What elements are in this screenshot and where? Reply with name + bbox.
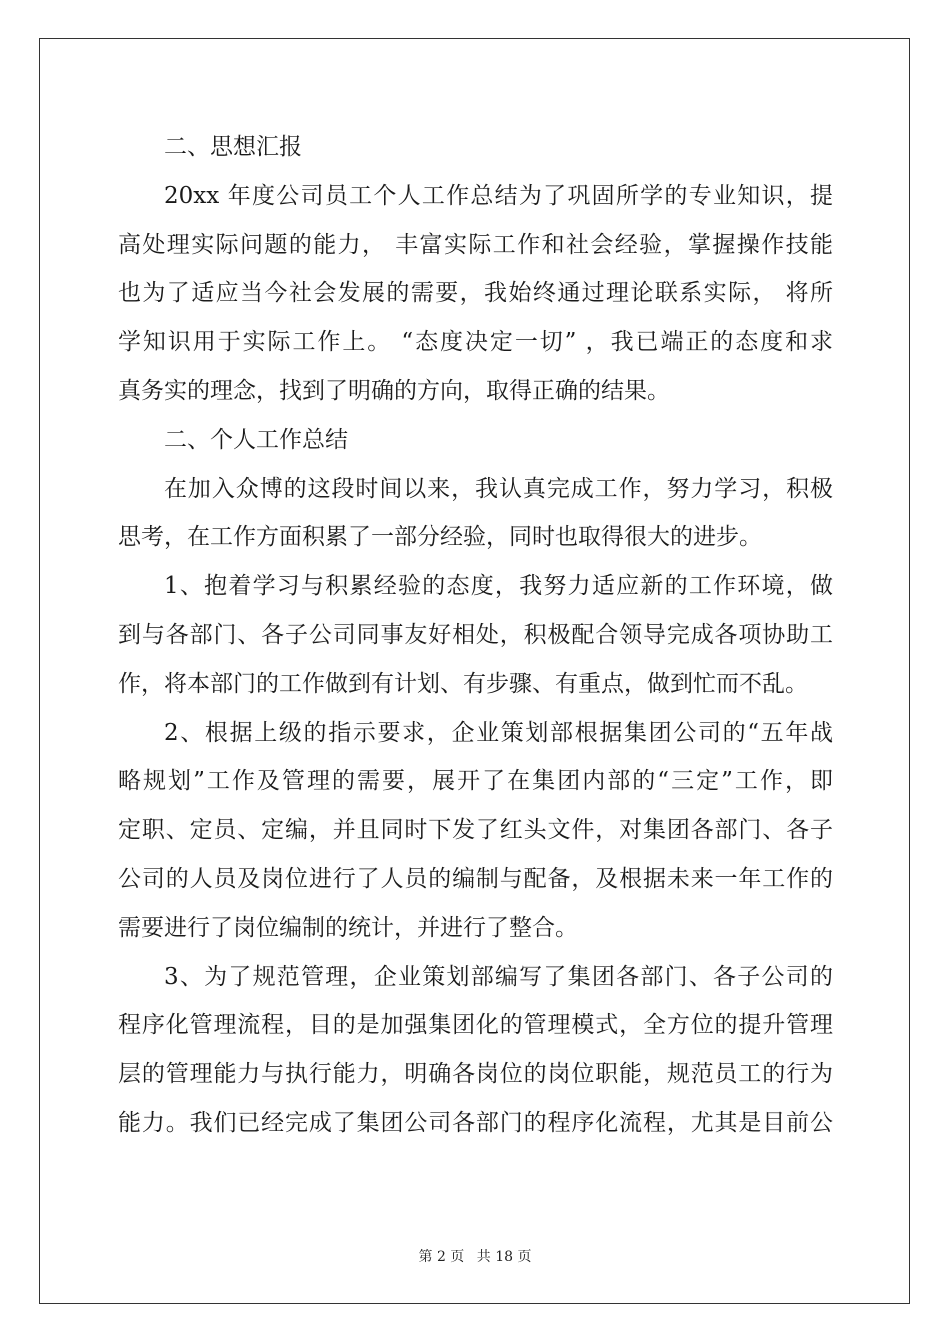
paragraph-line: 学知识用于实际工作上。 “态度决定一切” ，我已端正的态度和求	[118, 329, 833, 356]
paragraph-line: 高处理实际问题的能力， 丰富实际工作和社会经验，掌握操作技能	[118, 231, 833, 258]
section-heading: 二、思想汇报	[164, 134, 302, 160]
paragraph-line: 到与各部门、各子公司同事友好相处，积极配合领导完成各项协助工	[118, 621, 833, 648]
page-number: 第 2 页	[418, 1249, 465, 1265]
paragraph-line: 3、为了规范管理，企业策划部编写了集团各部门、各子公司的	[164, 963, 833, 990]
page-total: 共 18 页	[476, 1249, 532, 1265]
paragraph-line: 在加入众博的这段时间以来，我认真完成工作，努力学习，积极	[164, 475, 833, 502]
paragraph-line: 也为了适应当今社会发展的需要，我始终通过理论联系实际， 将所	[118, 280, 833, 307]
paragraph-line: 定职、定员、定编，并且同时下发了红头文件，对集团各部门、各子	[118, 817, 833, 844]
paragraph-line: 作，将本部门的工作做到有计划、有步骤、有重点，做到忙而不乱。	[118, 670, 808, 697]
paragraph-line: 能力。我们已经完成了集团公司各部门的程序化流程，尤其是目前公	[118, 1109, 833, 1136]
paragraph-line: 思考，在工作方面积累了一部分经验，同时也取得很大的进步。	[118, 524, 762, 551]
paragraph-line: 公司的人员及岗位进行了人员的编制与配备，及根据未来一年工作的	[118, 865, 833, 892]
paragraph-line: 需要进行了岗位编制的统计，并进行了整合。	[118, 914, 578, 941]
paragraph-line: 略规划”工作及管理的需要，展开了在集团内部的“三定”工作，即	[118, 768, 833, 795]
paragraph-line: 2、根据上级的指示要求，企业策划部根据集团公司的“五年战	[164, 719, 833, 746]
paragraph-line: 20xx 年度公司员工个人工作总结为了巩固所学的专业知识，提	[164, 182, 833, 209]
paragraph-line: 程序化管理流程，目的是加强集团化的管理模式，全方位的提升管理	[118, 1012, 833, 1039]
page-footer	[0, 1246, 950, 1266]
document-body	[118, 123, 833, 1148]
paragraph-line: 真务实的理念，找到了明确的方向，取得正确的结果。	[118, 377, 670, 404]
paragraph-line: 层的管理能力与执行能力，明确各岗位的岗位职能，规范员工的行为	[118, 1061, 833, 1088]
section-heading: 二、个人工作总结	[164, 426, 348, 453]
paragraph-line: 1、抱着学习与积累经验的态度，我努力适应新的工作环境，做	[164, 573, 833, 600]
